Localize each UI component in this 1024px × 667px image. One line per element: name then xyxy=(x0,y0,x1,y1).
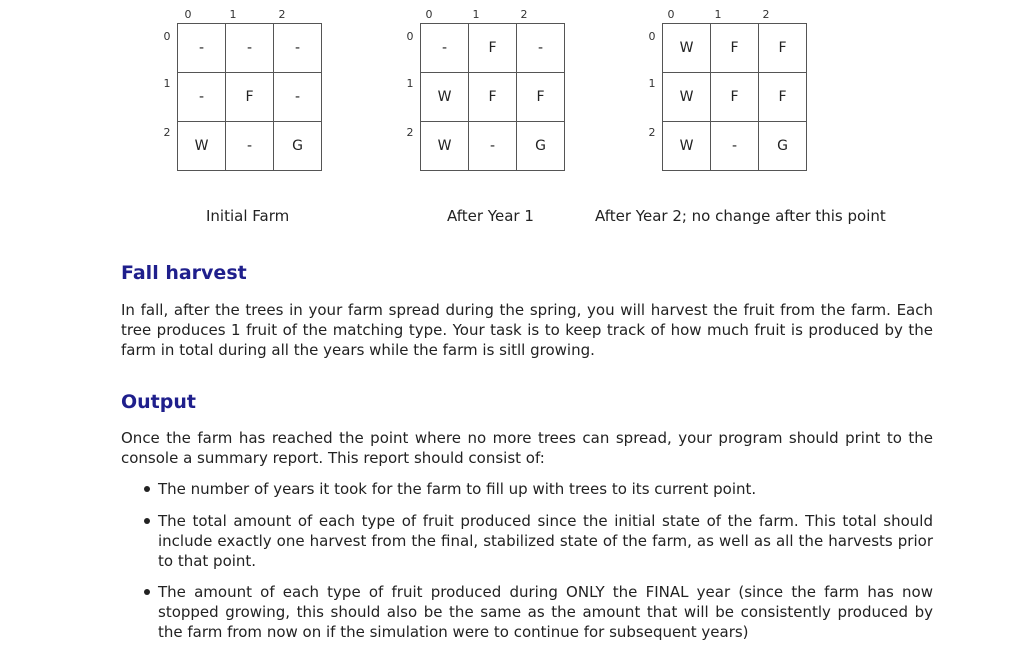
grid-after-year-1 xyxy=(393,0,583,240)
list-item: The number of years it took for the farm to fill up with trees to its current point. xyxy=(121,479,933,499)
grid-cell: G xyxy=(759,122,807,171)
farm-grid-table xyxy=(420,23,565,171)
row-label: 1 xyxy=(648,77,656,90)
grid-cell: - xyxy=(178,73,226,122)
grid-cell: W xyxy=(178,122,226,171)
col-label: 1 xyxy=(229,8,237,21)
grid-cell: - xyxy=(421,24,469,73)
grid-cell: F xyxy=(711,24,759,73)
grid-cell: - xyxy=(517,24,565,73)
grid-initial-farm xyxy=(150,0,340,240)
col-label: 2 xyxy=(520,8,528,21)
row-label: 1 xyxy=(163,77,171,90)
list-item: The total amount of each type of fruit produced since the initial state of the farm. This total should include exactly one harvest from the final, stabilized state of the farm, as well as all the harvests prior to that point. xyxy=(121,511,933,571)
row-label: 0 xyxy=(163,30,171,43)
section-heading-fall-harvest: Fall harvest xyxy=(121,262,247,284)
fall-harvest-paragraph: In fall, after the trees in your farm spread during the spring, you will harvest the fruit from the farm. Each tree produces 1 fruit of the matching type. Your task is to keep track of how much fruit is produced by the farm in total during all the years while the farm is sitll growing. xyxy=(121,301,933,359)
row-label: 2 xyxy=(163,126,171,139)
grid-cell: F xyxy=(759,73,807,122)
grid-caption-initial: Initial Farm xyxy=(206,207,290,225)
col-label: 0 xyxy=(425,8,433,21)
col-label: 1 xyxy=(714,8,722,21)
col-label: 1 xyxy=(472,8,480,21)
list-item: The amount of each type of fruit produced during ONLY the FINAL year (since the farm has now stopped growing, this should also be the same as the amount that will be consistently produced by the farm from now on if the simulation were to continue for subsequent years) xyxy=(121,582,933,642)
farm-grids xyxy=(0,0,1024,240)
grid-cell: G xyxy=(517,122,565,171)
grid-cell: F xyxy=(469,24,517,73)
grid-cell: W xyxy=(421,73,469,122)
grid-cell: W xyxy=(421,122,469,171)
grid-cell: F xyxy=(759,24,807,73)
grid-cell: F xyxy=(226,73,274,122)
grid-cell: - xyxy=(711,122,759,171)
col-label: 2 xyxy=(762,8,770,21)
grid-cell: W xyxy=(663,24,711,73)
grid-cell: - xyxy=(226,122,274,171)
grid-cell: - xyxy=(226,24,274,73)
row-label: 0 xyxy=(406,30,414,43)
grid-cell: F xyxy=(711,73,759,122)
grid-cell: W xyxy=(663,122,711,171)
grid-cell: - xyxy=(274,73,322,122)
grid-caption-year-2: After Year 2; no change after this point xyxy=(595,207,886,225)
grid-after-year-2 xyxy=(635,0,825,240)
section-heading-output: Output xyxy=(121,391,196,413)
col-label: 2 xyxy=(278,8,286,21)
col-label: 0 xyxy=(667,8,675,21)
farm-grid-table xyxy=(662,23,807,171)
grid-caption-year-1: After Year 1 xyxy=(447,207,534,225)
grid-cell: W xyxy=(663,73,711,122)
farm-grid-table xyxy=(177,23,322,171)
col-label: 0 xyxy=(184,8,192,21)
output-bullet-list xyxy=(121,479,933,642)
row-label: 1 xyxy=(406,77,414,90)
grid-cell: G xyxy=(274,122,322,171)
grid-cell: F xyxy=(517,73,565,122)
grid-cell: F xyxy=(469,73,517,122)
output-paragraph: Once the farm has reached the point where no more trees can spread, your program should print to the console a summary report. This report should consist of: xyxy=(121,429,933,467)
grid-cell: - xyxy=(469,122,517,171)
row-label: 0 xyxy=(648,30,656,43)
row-label: 2 xyxy=(406,126,414,139)
grid-cell: - xyxy=(178,24,226,73)
document-body xyxy=(121,262,933,642)
row-label: 2 xyxy=(648,126,656,139)
grid-cell: - xyxy=(274,24,322,73)
